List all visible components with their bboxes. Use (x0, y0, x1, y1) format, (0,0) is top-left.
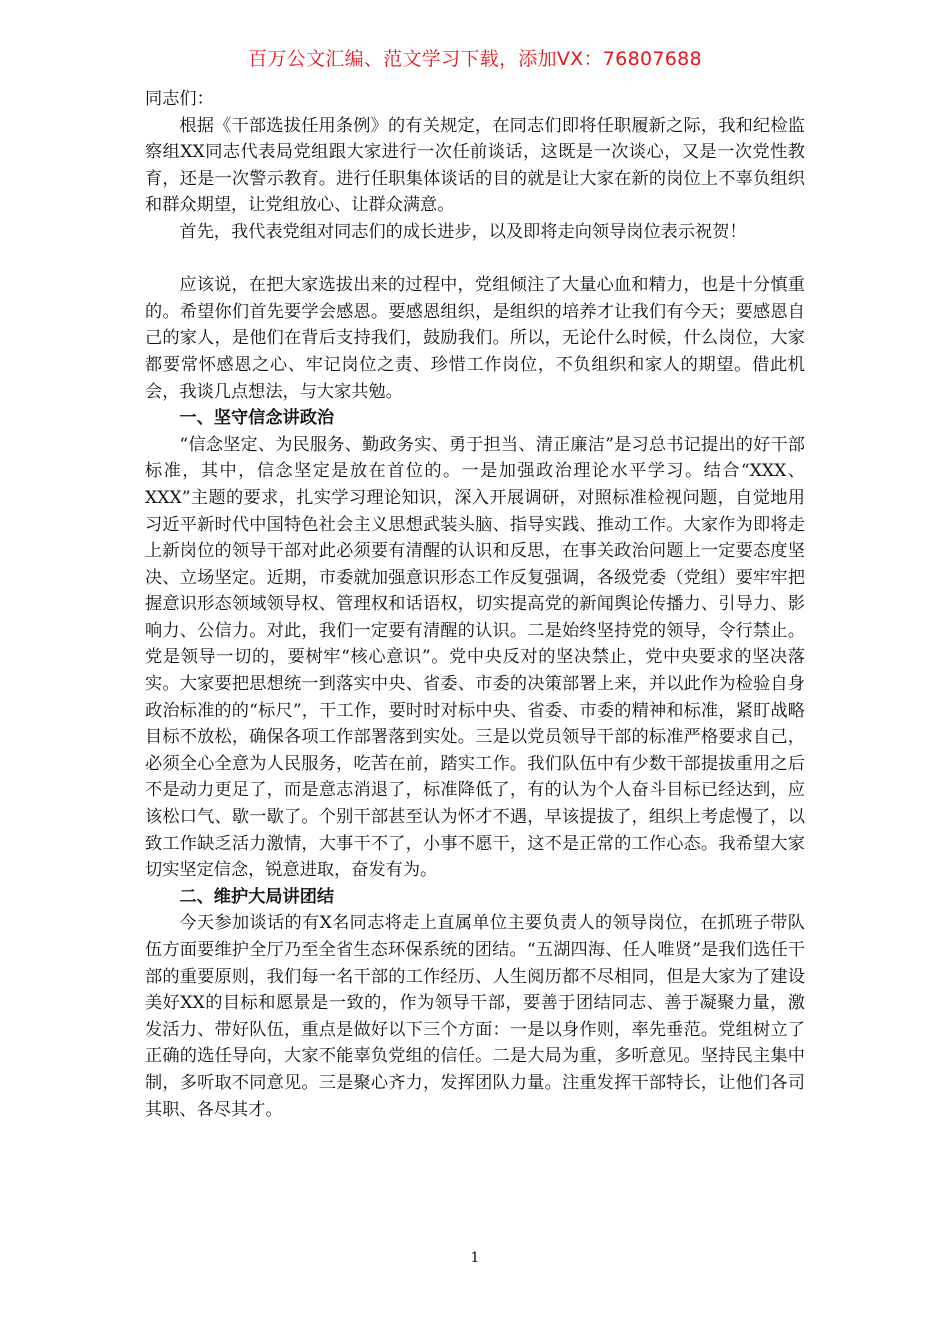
paragraph-intro: 根据《干部选拔任用条例》的有关规定，在同志们即将任职履新之际，我和纪检监察组XX同志代表局党组跟大家进行一次任前谈话，这既是一次谈心，又是一次党性教育，还是一次警示教育。进行任职集体谈话的目的就是让大家在新的岗位上不辜负组织和群众期望，让党组放心、让群众满意。 (145, 115, 805, 216)
paragraph-section1: “信念坚定、为民服务、勤政务实、勇于担当、清正廉洁”是习总书记提出的好干部标准，其中，信念坚定是放在首位的。一是加强政治理论水平学习。结合“XXX、XXX”主题的要求，扎实学习理论知识，深入开展调研，对照标准检视问题，自觉地用习近平新时代中国特色社会主义思想武装头脑、指导实践、推动工作。大家作为即将走上新岗位的领导干部对此必须要有清醒的认识和反思，在事关政治问题上一定要态度坚决、立场坚定。近期，市委就加强意识形态工作反复强调，各级党委（党组）要牢牢把握意识形态领域领导权、管理权和话语权，切实提高党的新闻舆论传播力、引导力、影响力、公信力。对此，我们一定要有清醒的认识。二是始终坚持党的领导，令行禁止。党是领导一切的，要树牢“核心意识”。党中央反对的坚决禁止，党中央要求的坚决落实。大家要把思想统一到落实中央、省委、市委的决策部署上来，并以此作为检验自身政治标准的的“标尺”，干工作，要时时对标中央、省委、市委的精神和标准，紧盯战略目标不放松，确保各项工作部署落到实处。三是以党员领导干部的标准严格要求自己，必须全心全意为人民服务，吃苦在前，踏实工作。我们队伍中有少数干部提拔重用之后不是动力更足了，而是意志消退了，标准降低了，有的认为个人奋斗目标已经达到，应该松口气、歇一歇了。个别干部甚至认为怀才不遇，早该提拔了，组织上考虑慢了，以致工作缺乏活力激情，大事干不了，小事不愿干，这不是正常的工作心态。我希望大家切实坚定信念，锐意进取，奋发有为。 (145, 434, 805, 881)
header-banner: 百万公文汇编、范文学习下载，添加VX：76807688 (248, 48, 702, 70)
salutation: 同志们： (145, 89, 214, 109)
page-number: 1 (470, 1250, 480, 1266)
document-body (145, 86, 805, 1123)
paragraph-section2: 今天参加谈话的有X名同志将走上直属单位主要负责人的领导岗位，在抓班子带队伍方面要维护全厅乃至全省生态环保系统的团结。“五湖四海、任人唯贤”是我们选任干部的重要原则，我们每一名干部的工作经历、人生阅历都不尽相同，但是大家为了建设美好XX的目标和愿景是一致的，作为领导干部，要善于团结同志、善于凝聚力量，激发活力、带好队伍，重点是做好以下三个方面：一是以身作则，率先垂范。党组树立了正确的选任导向，大家不能辜负党组的信任。二是大局为重，多听意见。坚持民主集中制，多听取不同意见。三是聚心齐力，发挥团队力量。注重发挥干部特长，让他们各司其职、各尽其才。 (145, 913, 805, 1120)
section-heading-2: 二、维护大局讲团结 (179, 886, 335, 907)
paragraph-congrats: 首先，我代表党组对同志们的成长进步，以及即将走向领导岗位表示祝贺！ (179, 221, 747, 242)
section-heading-1: 一、坚守信念讲政治 (179, 408, 335, 429)
paragraph-gratitude: 应该说，在把大家选拔出来的过程中，党组倾注了大量心血和精力，也是十分慎重的。希望你们首先要学会感恩。要感恩组织，是组织的培养才让我们有今天；要感恩自己的家人，是他们在背后支持我们，鼓励我们。所以，无论什么时候，什么岗位，大家都要常怀感恩之心、牢记岗位之责、珍惜工作岗位，不负组织和家人的期望。借此机会，我谈几点想法，与大家共勉。 (145, 275, 805, 402)
